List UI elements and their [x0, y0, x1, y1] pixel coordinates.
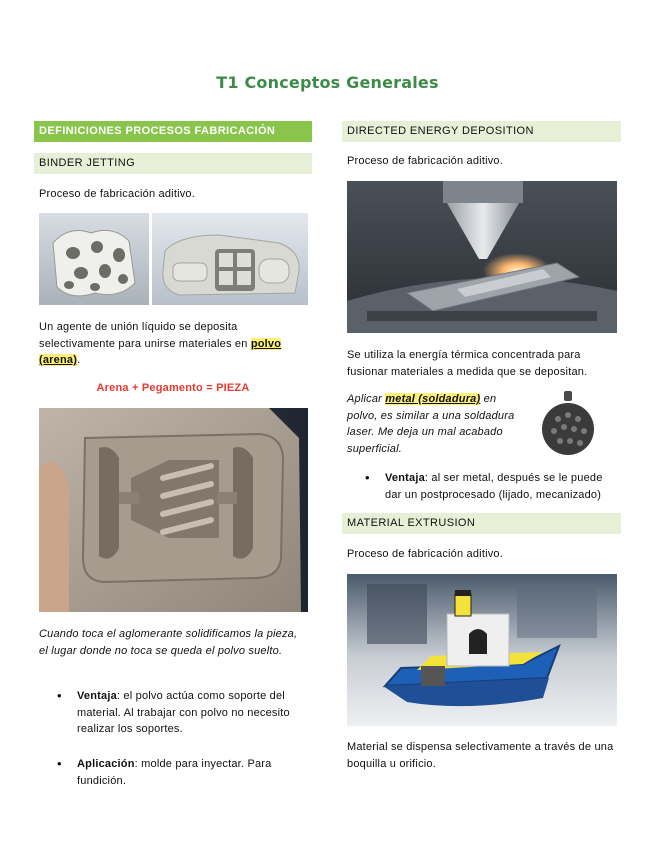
ded-intro: Proceso de fabricación aditivo. — [347, 155, 504, 167]
ded-advantage-bullet — [385, 470, 617, 503]
ded-process-image — [347, 181, 617, 333]
apply-text-b: en polvo, es similar a una soldadura laser. Me deja un mal acabado superficial. — [347, 393, 515, 455]
material-extrusion-intro: Proceso de fabricación aditivo. — [347, 548, 504, 560]
sand-mold-image — [39, 408, 308, 612]
ded-apply-text — [347, 391, 519, 457]
binder-jetting-description — [39, 319, 307, 369]
material-extrusion-header: MATERIAL EXTRUSION — [342, 513, 621, 534]
advantage-text: : el polvo actúa como soporte del material. Al trabajar con polvo no necesito realizar los soportes. — [77, 690, 290, 735]
highlight-polvo-arena: polvo (arena) — [39, 337, 282, 366]
ded-advantage-term: Ventaja — [385, 472, 425, 484]
advantage-bullet — [77, 688, 309, 738]
formula-text: Arena + Pegamento = PIEZA — [96, 382, 250, 394]
material-extrusion-description: Material se dispensa selectivamente a través de una boquilla u orificio. — [347, 741, 614, 770]
description-text: Un agente de unión líquido se deposita selectivamente para unirse materiales en — [39, 321, 251, 350]
binder-jetting-caption: Cuando toca el aglomerante solidificamos la pieza, el lugar donde no toca se queda el polvo suelto. — [39, 628, 298, 657]
application-bullet — [77, 756, 309, 789]
binder-jetting-samples-image — [39, 213, 308, 305]
benchy-boat-image — [347, 574, 617, 726]
binder-jetting-header: BINDER JETTING — [34, 153, 312, 174]
ded-header: DIRECTED ENERGY DEPOSITION — [342, 121, 621, 142]
advantage-term: Ventaja — [77, 690, 117, 702]
ded-description: Se utiliza la energía térmica concentrada para fusionar materiales a medida que se depositan. — [347, 349, 588, 378]
lattice-sphere-image — [532, 389, 604, 461]
highlight-metal-soldadura: metal (soldadura) — [385, 393, 481, 405]
application-term: Aplicación — [77, 758, 135, 770]
application-text: : molde para inyectar. Para fundición. — [77, 758, 272, 787]
description-end: . — [77, 354, 81, 366]
ded-advantage-text: : al ser metal, después se le puede dar un postprocesado (lijado, mecanizado) — [385, 472, 603, 501]
section-header: DEFINICIONES PROCESOS FABRICACIÓN — [34, 121, 312, 142]
apply-text-a: Aplicar — [347, 393, 386, 405]
page-title: T1 Conceptos Generales — [216, 73, 439, 92]
binder-jetting-intro: Proceso de fabricación aditivo. — [39, 188, 196, 200]
